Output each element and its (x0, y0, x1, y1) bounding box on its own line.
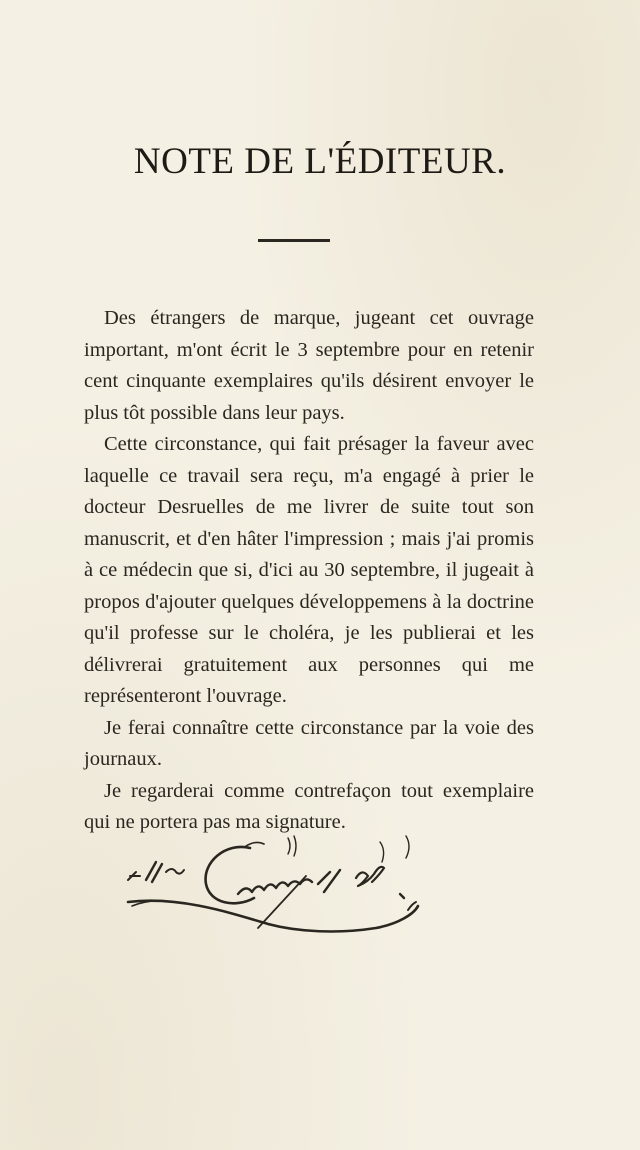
paragraph-4: Je regarderai comme contrefaçon tout exemplaire qui ne portera pas ma signature. (84, 779, 534, 833)
handwritten-signature (118, 832, 448, 947)
paragraph-1: Des étrangers de marque, jugeant cet ouvrage important, m'ont écrit le 3 septembre pour en retenir cent cinquante exemplaires qu'ils désirent envoyer le plus tôt possible dans leur pays. (84, 307, 534, 424)
title-divider (258, 239, 330, 242)
page-title: NOTE DE L'ÉDITEUR. (133, 141, 507, 182)
paragraph-2: Cette circonstance, qui fait présager la faveur avec laquelle ce travail sera reçu, m'a engagé à prier le docteur Desruelles de me livrer de suite tout son manuscrit, et d'en hâter l'impression ; mais j'ai promis à ce médecin que si, d'ici au 30 septembre, il jugeait à propos d'ajouter quelques développemens à la doctrine qu'il professe sur le choléra, je les publierai et les délivrerai gratuitement aux personnes qui me représenteront l'ouvrage. (84, 433, 534, 707)
body-text (84, 303, 534, 839)
paragraph-3: Je ferai connaître cette circonstance par la voie des journaux. (84, 716, 534, 770)
